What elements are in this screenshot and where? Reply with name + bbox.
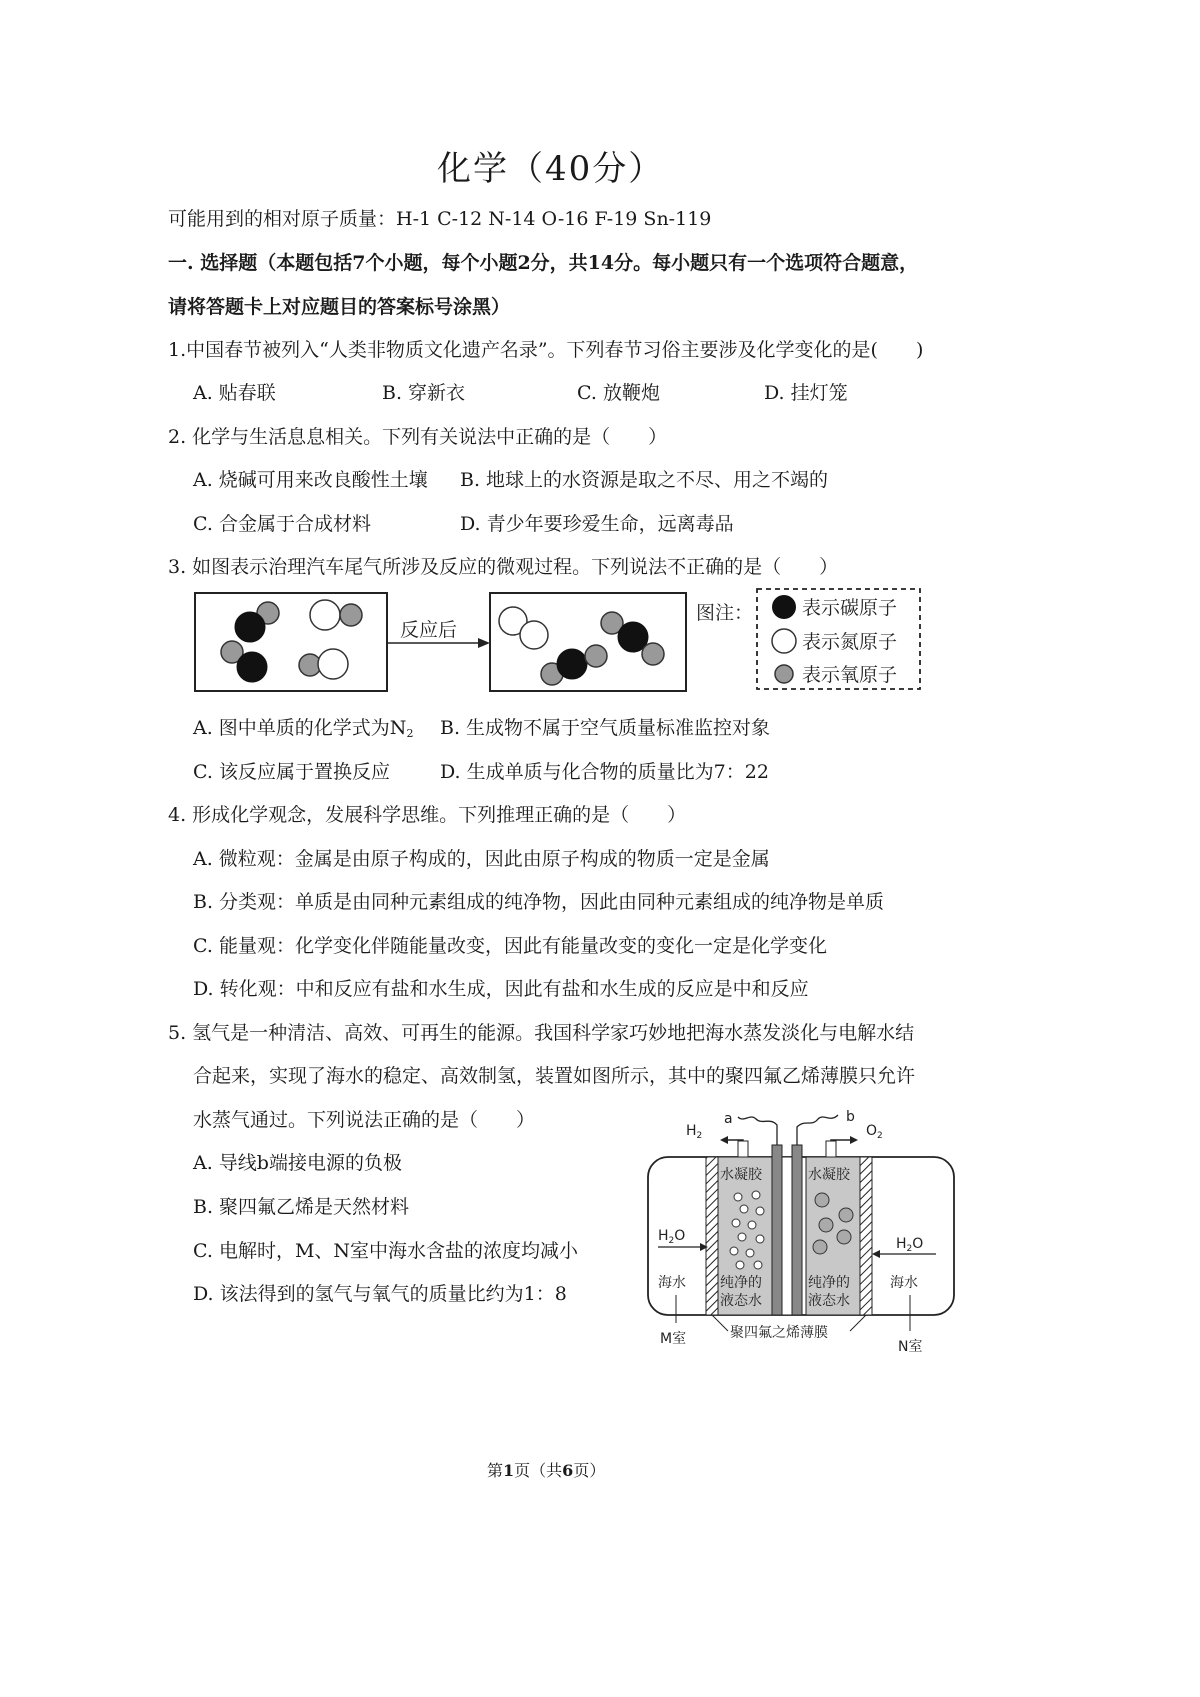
legend-title: 图注：: [696, 602, 754, 624]
h2o-right-label: $H_2O$: [896, 1236, 924, 1254]
question-stem: 3. 如图表示治理汽车尾气所涉及反应的微观过程。下列说法不正确的是（ ）: [168, 556, 839, 578]
oxygen-atom: [585, 645, 607, 667]
option-d: D. 生成单质与化合物的质量比为7：22: [440, 761, 769, 783]
option-a: A. 图中单质的化学式为$N_2$: [193, 717, 414, 740]
option-d: D. 青少年要珍爱生命，远离毒品: [460, 513, 734, 535]
legend-nitrogen-swatch: [772, 629, 796, 653]
electrolysis-apparatus-diagram: [640, 1105, 960, 1355]
option-c: C. 合金属于合成材料: [193, 513, 371, 535]
seawater-left-label: 海水: [658, 1275, 686, 1291]
carbon-atom: [237, 652, 267, 682]
option-d: D. 该法得到的氢气与氧气的质量比约为1：8: [193, 1283, 567, 1305]
question-stem: 4. 形成化学观念，发展科学思维。下列推理正确的是（ ）: [168, 804, 687, 826]
electrode-gap: [782, 1157, 792, 1315]
nitrogen-atom: [310, 600, 340, 630]
question-stem-line3: 水蒸气通过。下列说法正确的是（ ）: [193, 1109, 536, 1131]
question-stem-line1: 5. 氢气是一种清洁、高效、可再生的能源。我国科学家巧妙地把海水蒸发淡化与电解水结: [168, 1022, 915, 1044]
gel-right-label: 水凝胶: [808, 1167, 850, 1183]
h2o-left-label: $H_2O$: [658, 1228, 686, 1246]
question-stem: 1.中国春节被列入“人类非物质文化遗产名录”。下列春节习俗主要涉及化学变化的是( ): [168, 339, 924, 361]
room-m-label: M室: [660, 1331, 687, 1347]
room-n-label: N室: [898, 1339, 923, 1355]
legend-carbon-label: 表示碳原子: [802, 597, 898, 619]
option-c: C. 放鞭炮: [577, 382, 660, 404]
left-membrane: [706, 1157, 718, 1315]
membrane-label: 聚四氟之烯薄膜: [730, 1325, 828, 1341]
wire-b-label: b: [846, 1109, 855, 1125]
section-heading-line2: 请将答题卡上对应题目的答案标号涂黑）: [168, 296, 511, 318]
option-b: B. 聚四氟乙烯是天然材料: [193, 1196, 410, 1218]
nitrogen-atom: [318, 649, 348, 679]
pure-water-right-2: 液态水: [808, 1293, 850, 1309]
option-a: A. 烧碱可用来改良酸性土壤: [193, 469, 428, 491]
h2-label: $H_2$: [686, 1123, 703, 1141]
option-c: C. 能量观：化学变化伴随能量改变，因此有能量改变的变化一定是化学变化: [193, 935, 827, 957]
question-stem: 2. 化学与生活息息相关。下列有关说法中正确的是（ ）: [168, 426, 668, 448]
page-footer: 第1页（共6页）: [487, 1461, 606, 1480]
legend-oxygen-swatch: [775, 665, 793, 683]
right-electrode: [792, 1145, 802, 1315]
option-a: A. 贴春联: [193, 382, 276, 404]
gel-left-label: 水凝胶: [720, 1167, 762, 1183]
nitrogen-atom: [520, 621, 548, 649]
left-electrode: [772, 1145, 782, 1315]
right-membrane: [860, 1157, 872, 1315]
section-heading-line1: 一. 选择题（本题包括7个小题，每个小题2分，共14分。每小题只有一个选项符合题意，: [168, 252, 919, 274]
option-b: B. 生成物不属于空气质量标准监控对象: [440, 717, 771, 739]
option-b: B. 分类观：单质是由同种元素组成的纯净物，因此由同种元素组成的纯净物是单质: [193, 891, 885, 913]
reaction-diagram: [190, 585, 930, 695]
question-stem-line2: 合起来，实现了海水的稳定、高效制氢，装置如图所示，其中的聚四氟乙烯薄膜只允许: [193, 1065, 916, 1087]
pure-water-left-2: 液态水: [720, 1293, 762, 1309]
arrow-label: 反应后: [400, 619, 458, 641]
atomic-masses-note: 可能用到的相对原子质量：H-1 C-12 N-14 O-16 F-19 Sn-119: [168, 208, 712, 230]
legend-nitrogen-label: 表示氮原子: [802, 631, 898, 653]
option-c: C. 该反应属于置换反应: [193, 761, 390, 783]
option-b: B. 穿新衣: [382, 382, 466, 404]
oxygen-atom: [340, 604, 362, 626]
total-pages: 6: [562, 1461, 574, 1480]
option-d: D. 挂灯笼: [764, 382, 848, 404]
pure-water-left-1: 纯净的: [720, 1275, 762, 1291]
current-page: 1: [503, 1461, 515, 1480]
arrow-head: [478, 638, 490, 648]
seawater-right-label: 海水: [890, 1275, 918, 1291]
option-d: D. 转化观：中和反应有盐和水生成，因此有盐和水生成的反应是中和反应: [193, 978, 809, 1000]
legend-carbon-swatch: [772, 595, 796, 619]
carbon-atom: [235, 612, 265, 642]
page-title: 化学（40分）: [437, 149, 665, 189]
option-a: A. 导线b端接电源的负极: [193, 1152, 402, 1174]
carbon-atom: [557, 649, 587, 679]
after-box: [490, 593, 686, 691]
option-a: A. 微粒观：金属是由原子构成的，因此由原子构成的物质一定是金属: [193, 848, 770, 870]
pure-water-right-1: 纯净的: [808, 1275, 850, 1291]
legend-oxygen-label: 表示氧原子: [802, 664, 898, 686]
o2-label: $O_2$: [866, 1123, 883, 1141]
option-b: B. 地球上的水资源是取之不尽、用之不竭的: [460, 469, 829, 491]
wire-a-label: a: [724, 1111, 733, 1127]
option-c: C. 电解时，M、N室中海水含盐的浓度均减小: [193, 1240, 579, 1262]
oxygen-atom: [642, 643, 664, 665]
